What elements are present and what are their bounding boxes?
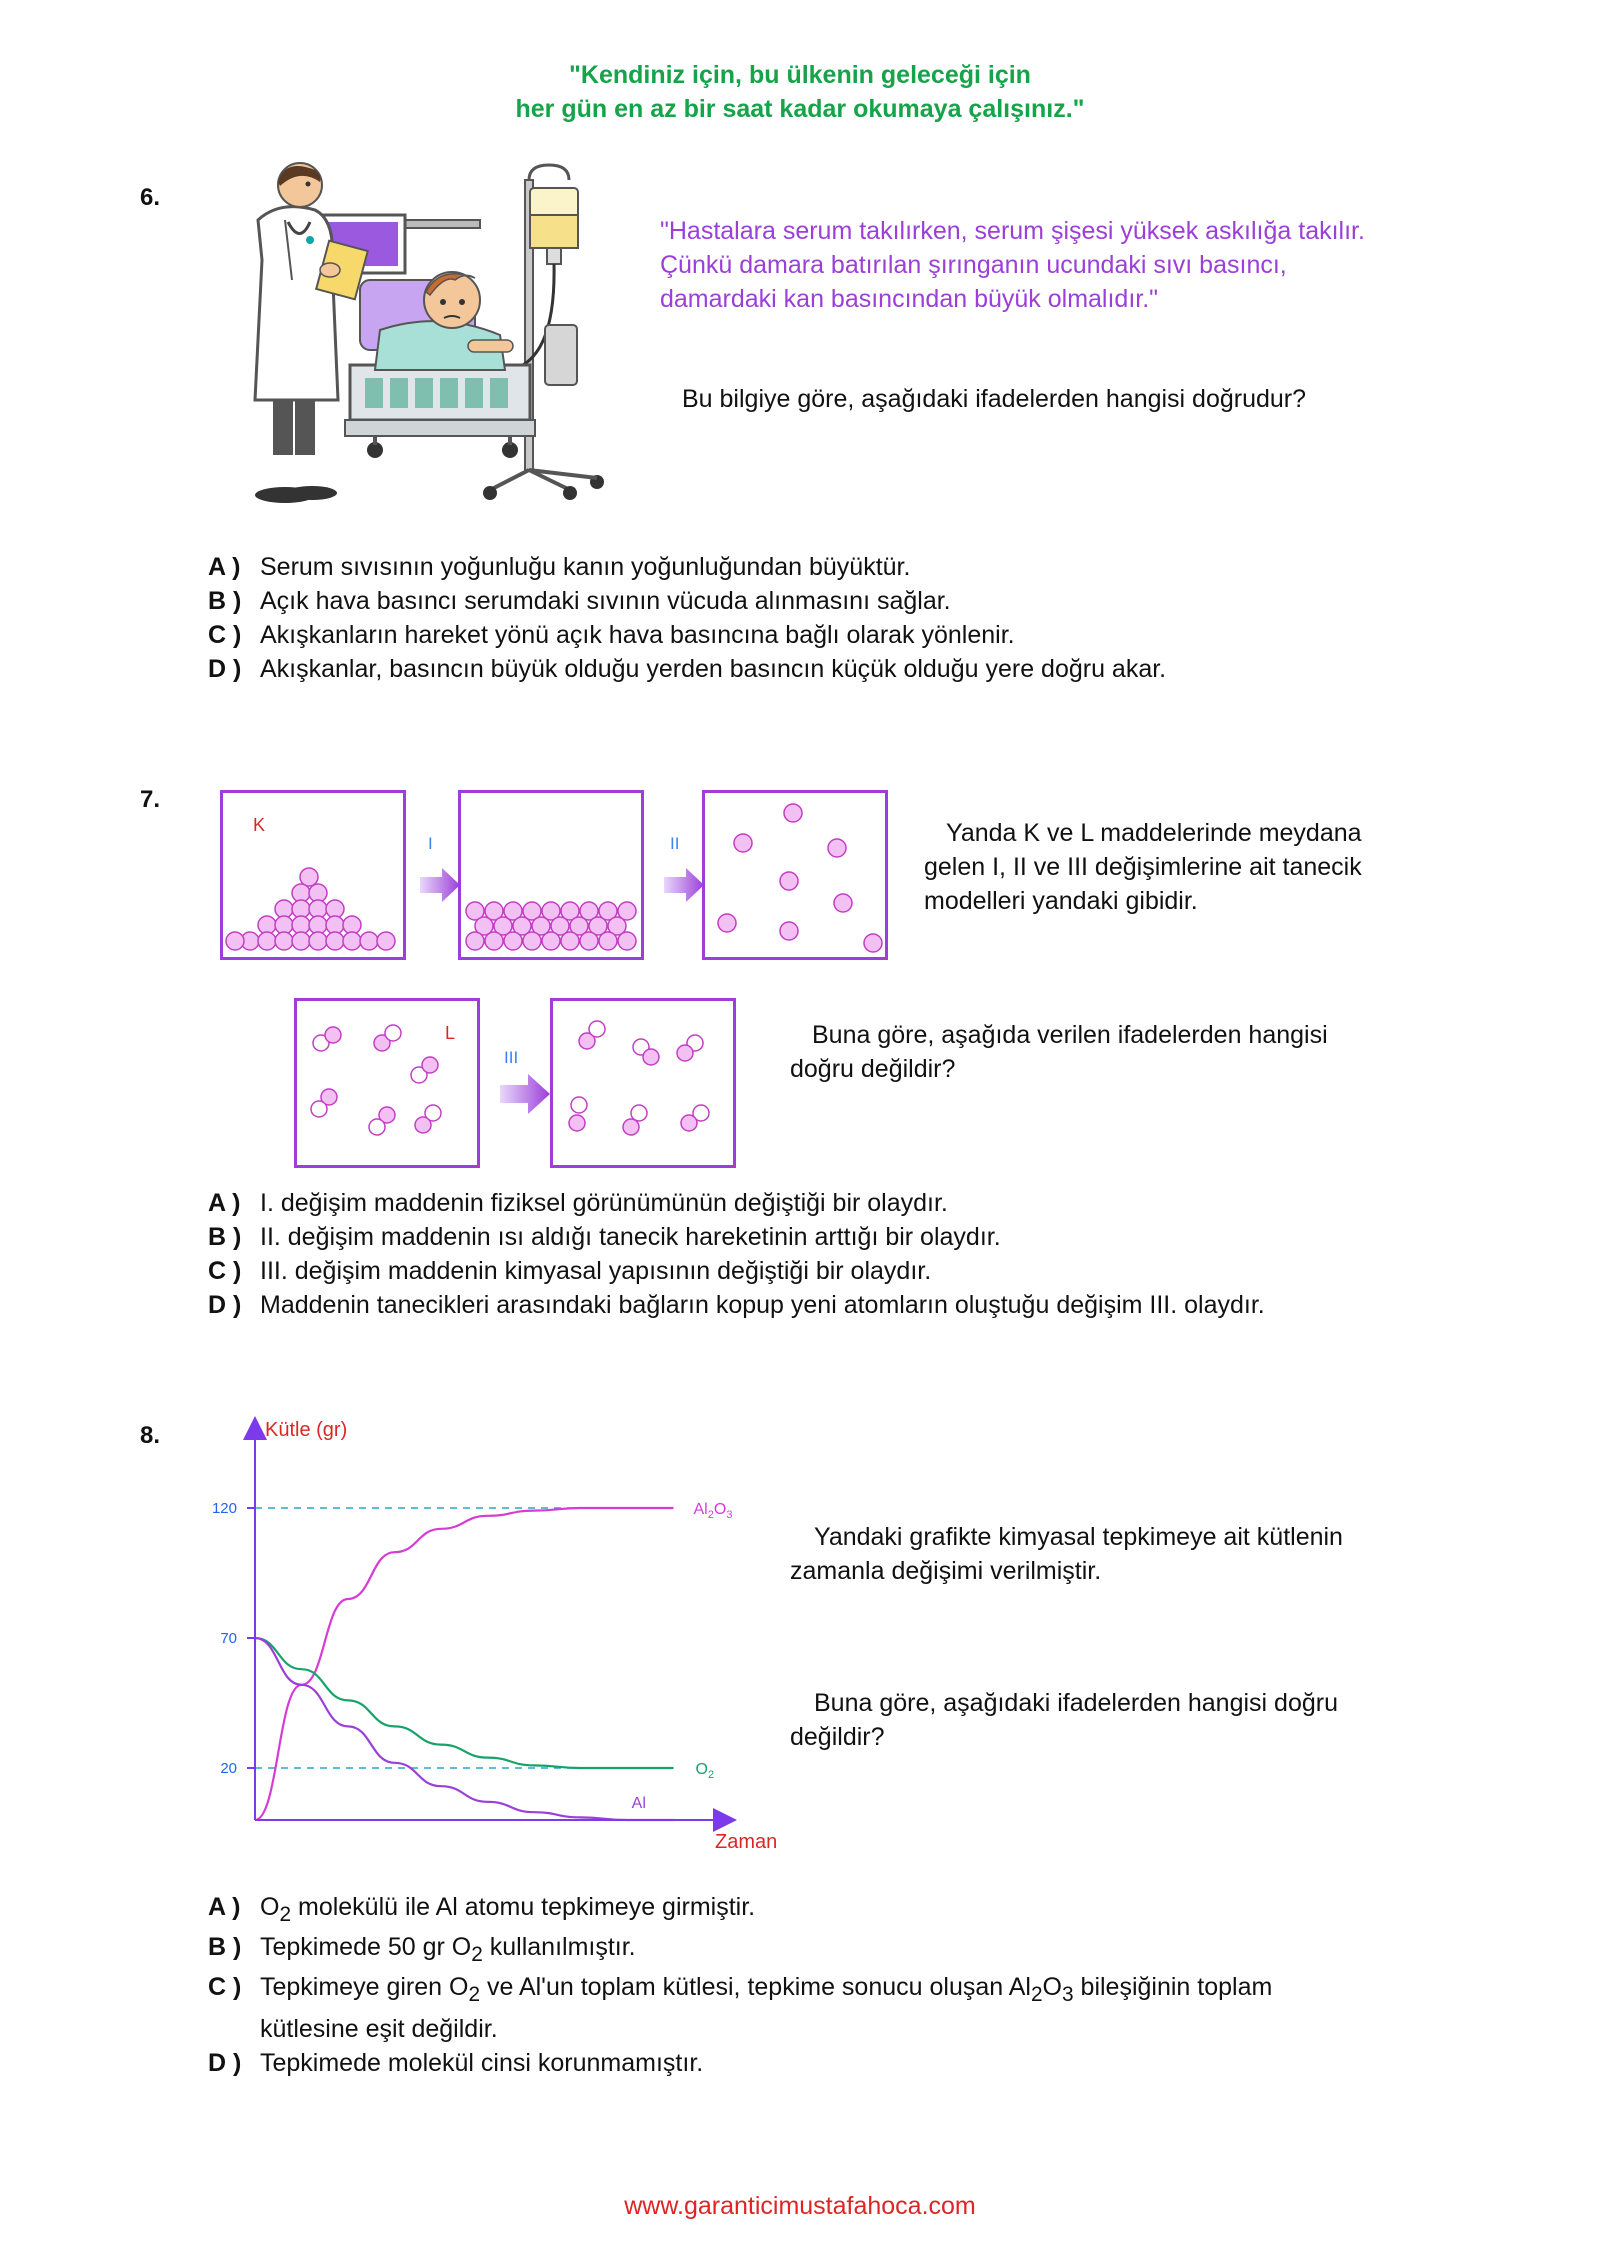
option-letter: B ) [208,587,242,615]
q7-info-line-3: modelleri yandaki gibidir. [924,887,1198,915]
option-text: Açık hava basıncı serumdaki sıvının vücuda alınmasını sağlar. [260,587,951,615]
option-letter: A ) [208,1189,241,1217]
arrow-iii-label: III [504,1048,519,1067]
q6-quote-line-1: "Hastalara serum takılırken, serum şişesi yüksek askılığa takılır. [660,217,1365,245]
model-box-after-iii [550,998,736,1168]
label-l: L [445,1023,456,1043]
option-text: I. değişim maddenin fiziksel görünümünün değiştiği bir olaydır. [260,1189,948,1217]
q6-option-a[interactable] [208,550,910,584]
arrow-ii-label: II [670,834,680,853]
particles-gas [705,793,885,957]
series-label-al2o3: $Al_2O_3$ [693,1501,733,1521]
label-k: K [253,815,266,835]
question-7-number: 7. [140,786,161,813]
question-8-number: 8. [140,1422,161,1449]
q6-option-d[interactable] [208,652,1166,686]
y-tick-label: 70 [220,1630,237,1647]
footer-url[interactable]: www.garanticimustafahoca.com [624,2192,976,2220]
y-axis-label: Kütle (gr) [265,1419,348,1441]
q8-option-d[interactable] [208,2046,703,2080]
option-text-l1-o: O [1042,1973,1062,2001]
q6-option-c[interactable] [208,618,1015,652]
option-text: Akışkanların hareket yönü açık hava basıncına bağlı olarak yönlenir. [260,621,1015,649]
option-letter: C ) [208,1257,242,1285]
q7-option-c[interactable] [208,1254,931,1288]
option-letter: D ) [208,1291,242,1319]
q7-question-line-2: doğru değildir? [790,1055,956,1083]
option-text-pre: O [260,1893,280,1921]
q8-info-line-2: zamanla değişimi verilmiştir. [790,1557,1102,1585]
q6-quote-line-3: damardaki kan basıncından büyük olmalıdır." [660,285,1159,313]
option-letter: D ) [208,2049,242,2077]
molecules-l [297,1001,477,1165]
option-letter: B ) [208,1223,242,1251]
q8-option-b[interactable] [208,1930,636,1972]
option-letter: B ) [208,1933,242,1961]
subscript: 3 [1062,1983,1074,2006]
hospital-illustration [240,160,640,510]
option-text: Akışkanlar, basıncın büyük olduğu yerden basıncın küçük olduğu yere doğru akar. [260,655,1167,683]
arrow-i-label: I [428,834,433,853]
q8-option-c[interactable] [208,1970,1388,2046]
option-text-pre: Tepkimede 50 gr O [260,1933,472,1961]
option-letter: C ) [208,621,242,649]
subscript: 2 [471,1943,483,1966]
option-text: Serum sıvısının yoğunluğu kanın yoğunluğundan büyüktür. [260,553,911,581]
subscript: 2 [1030,1983,1043,2006]
q7-option-b[interactable] [208,1220,1001,1254]
motto-line-1: "Kendiniz için, bu ülkenin geleceği için [569,61,1031,89]
option-text-post: kullanılmıştır. [482,1933,636,1961]
q8-question-line-1: Buna göre, aşağıdaki ifadelerden hangisi doğru [814,1689,1338,1717]
q7-option-a[interactable] [208,1186,948,1220]
q8-question-line-2: değildir? [790,1723,885,1751]
q6-option-b[interactable] [208,584,951,618]
option-text-l2: kütlesine eşit değildir. [260,2015,498,2043]
model-box-l [294,998,480,1168]
particles-pile [223,793,403,957]
y-tick-label: 20 [220,1760,237,1777]
option-text-l1-mid: ve Al'un toplam kütlesi, tepkime sonucu oluşan Al [480,1973,1031,2001]
q7-option-d[interactable] [208,1288,1265,1322]
subscript: 2 [279,1903,292,1926]
option-letter: A ) [208,553,241,581]
option-letter: C ) [208,1973,242,2001]
q6-question: Bu bilgiye göre, aşağıdaki ifadelerden hangisi doğrudur? [682,385,1307,413]
series-line-al2o3 [255,1508,674,1820]
q7-info-line-2: gelen I, II ve III değişimlerine ait tanecik [924,853,1362,881]
series-line-o2 [255,1638,674,1768]
option-letter: D ) [208,655,242,683]
q8-option-a[interactable] [208,1890,755,1932]
series-label-o2: $O_2$ [695,1761,715,1781]
q7-question-line-1: Buna göre, aşağıda verilen ifadelerden hangisi [812,1021,1328,1049]
model-box-k-solid [220,790,406,960]
mass-time-chart [180,1400,800,1870]
option-text-l1-post: bileşiğinin toplam [1073,1973,1273,2001]
particles-layer [461,793,641,957]
x-axis-label: Zaman [715,1831,778,1853]
q8-info-line-1: Yandaki grafikte kimyasal tepkimeye ait kütlenin [814,1523,1343,1551]
subscript: 2 [468,1983,481,2006]
q7-info-line-1: Yanda K ve L maddelerinde meydana [946,819,1362,847]
motto-line-2: her gün en az bir saat kadar okumaya çalışınız." [515,95,1085,123]
option-text-post: molekülü ile Al atomu tepkimeye girmiştir. [291,1893,756,1921]
q6-quote-line-2: Çünkü damara batırılan şırınganın ucundaki sıvı basıncı, [660,251,1287,279]
model-box-gas [702,790,888,960]
arrow-i-icon [420,868,462,902]
question-6-number: 6. [140,184,161,211]
option-text: Tepkimede molekül cinsi korunmamıştır. [260,2049,704,2077]
option-letter: A ) [208,1893,241,1921]
model-box-liquid [458,790,644,960]
molecules-after [553,1001,733,1165]
option-text: III. değişim maddenin kimyasal yapısının değiştiği bir olaydır. [260,1257,932,1285]
option-text-l1-pre: Tepkimeye giren O [260,1973,469,2001]
arrow-ii-icon [664,868,706,902]
series-label-al: Al [631,1795,646,1812]
option-text: Maddenin tanecikleri arasındaki bağların kopup yeni atomların oluştuğu değişim III. olaydır. [260,1291,1265,1319]
arrow-iii-icon [500,1074,552,1114]
option-text: II. değişim maddenin ısı aldığı tanecik hareketinin arttığı bir olaydır. [260,1223,1001,1251]
y-tick-label: 120 [211,1500,237,1517]
